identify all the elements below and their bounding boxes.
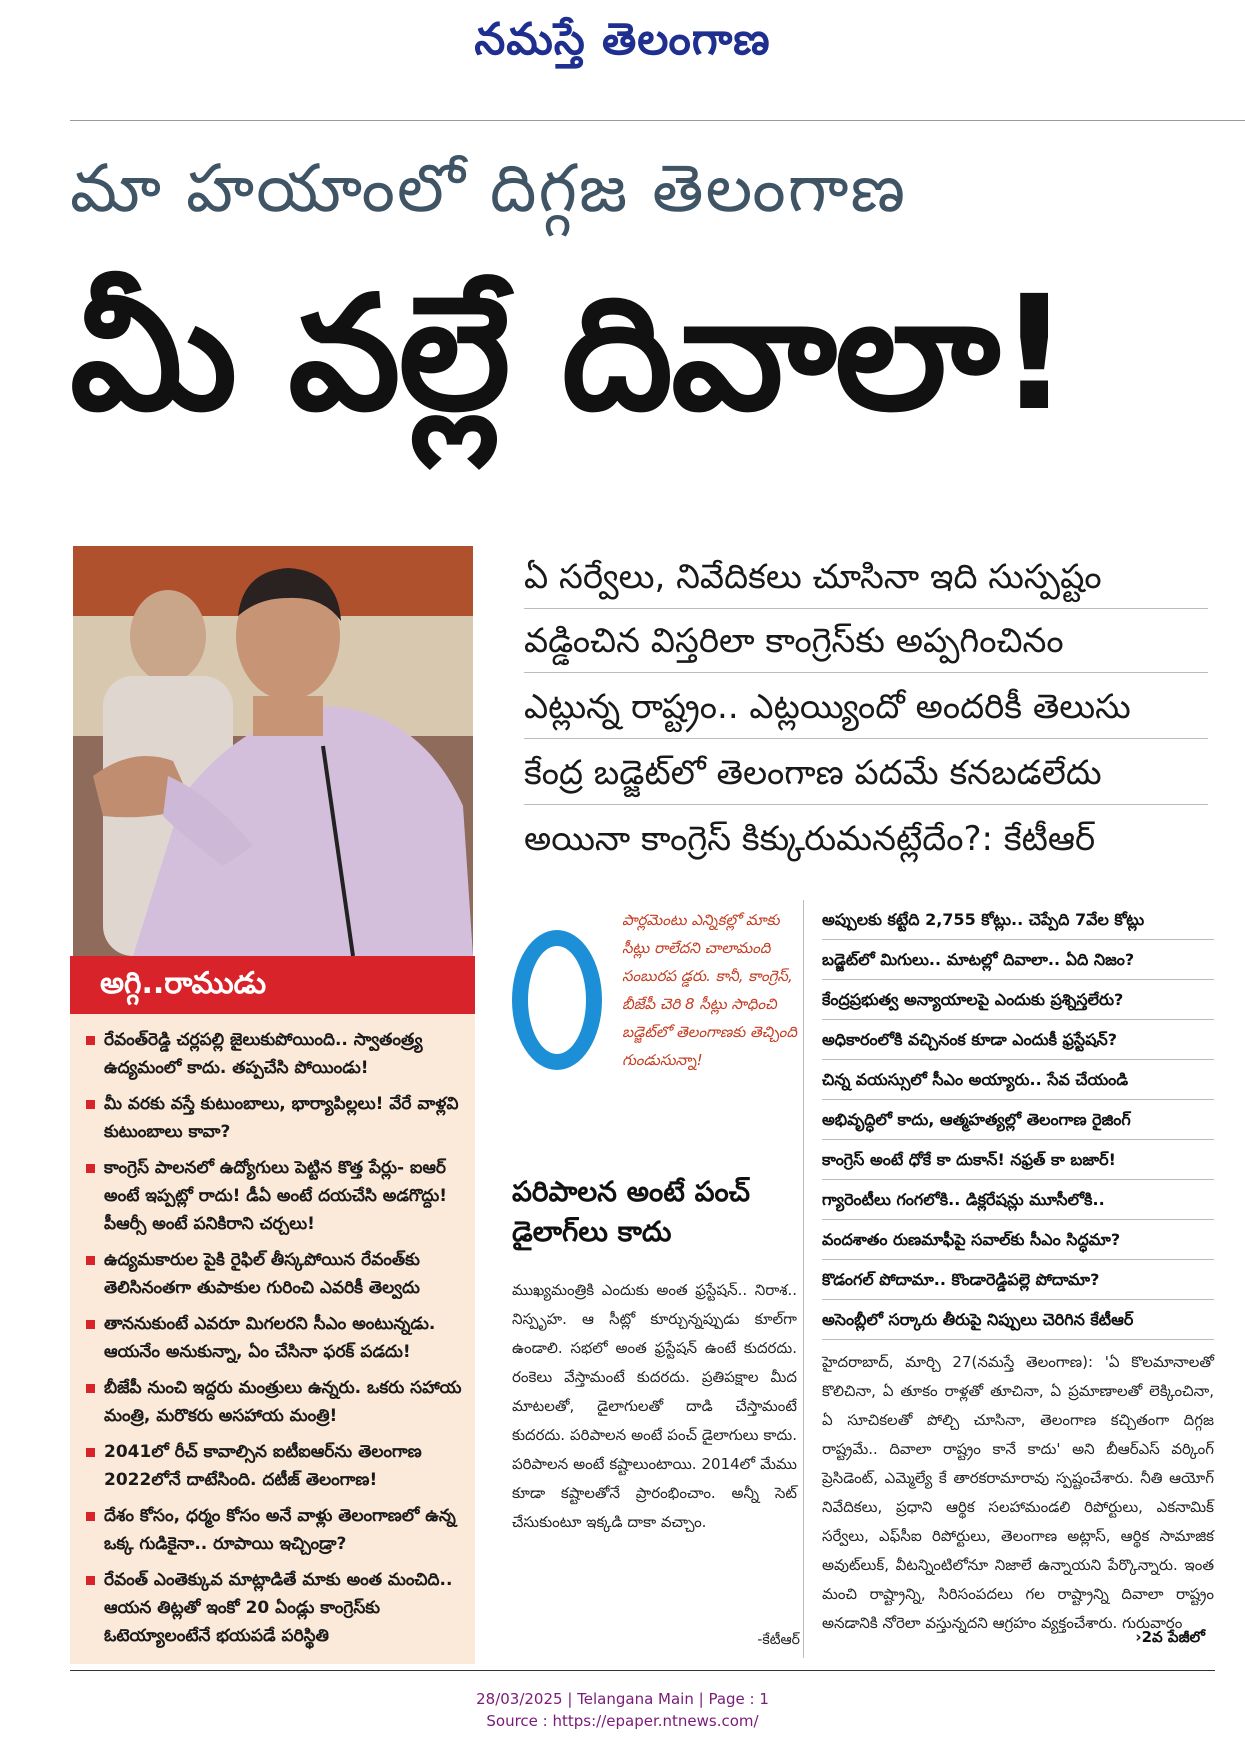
bullet-icon: [86, 1100, 95, 1109]
bullet-icon: [86, 1448, 95, 1457]
quote-dropcap-o: [512, 930, 602, 1070]
masthead-logo: నమస్తే తెలంగాణ: [474, 14, 771, 65]
column-divider: [803, 900, 804, 1658]
question-line: అప్పులకు కట్టేది 2,755 కోట్లు.. చెప్పేది 7వేల కోట్లు: [822, 900, 1214, 940]
bullet-icon: [86, 1256, 95, 1265]
sidebar-item: ఉద్యమకారుల పైకి రైఫిల్ తీస్కపోయిన రేవంత్‌కు తెలిసినంతగా తుపాకుల గురించి ఎవరికీ తెల్వదు: [86, 1246, 465, 1302]
bullet-icon: [86, 1576, 95, 1585]
highlight-line: అయినా కాంగ్రెస్ కిక్కురుమనట్లేదేం?: కేటీఆర్: [524, 819, 1096, 859]
sidebar-item: బీజేపీ నుంచి ఇద్దరు మంత్రులు ఉన్నరు. ఒకరు సహాయ మంత్రి, మరొకరు అసహాయ మంత్రి!: [86, 1374, 465, 1430]
footer-source-link[interactable]: Source : https://epaper.ntnews.com/: [486, 1712, 759, 1730]
bullet-icon: [86, 1320, 95, 1329]
question-line: కొడంగల్ పోదామా.. కొండారెడ్డిపల్లె పోదామా?: [822, 1260, 1214, 1300]
sidebar-item: 2041లో రీచ్ కావాల్సిన ఐటీఐఆర్‌ను తెలంగాణ 2022లోనే దాటేసింది. దటీజ్ తెలంగాణ!: [86, 1438, 465, 1494]
bullet-icon: [86, 1384, 95, 1393]
pull-quote: పార్లమెంటు ఎన్నికల్లో మాకు సీట్లు రాలేదని చాలామంది సంబురప డ్డరు. కానీ, కాంగ్రెస్, బీజేపీ చెరి 8 సీట్లు సాధించి బడ్జెట్‌లో తెలంగాణకు తెచ్చింది గుండుసున్నా!: [622, 911, 798, 1069]
sidebar-item: కాంగ్రెస్ పాలనలో ఉద్యోగులు పెట్టిన కొత్త పేర్లు- ఐఆర్ అంటే ఇప్పట్లో రాదు! డీఏ అంటే దయచేసి అడగొద్దు! పీఆర్సీ అంటే పనికిరాని చర్చలు!: [86, 1154, 465, 1238]
sidebar-item: రేవంత్ ఎంతెక్కువ మాట్లాడితే మాకు అంత మంచిది.. ఆయన తిట్లతో ఇంకో 20 ఏండ్లు కాంగ్రెస్‌కు ఓటెయ్యాలంటేనే భయపడే పరిస్థితి: [86, 1566, 465, 1650]
question-line: అభివృద్ధిలో కాదు, ఆత్మహత్యల్లో తెలంగాణ రైజింగ్: [822, 1100, 1214, 1140]
highlight-line: ఏ సర్వేలు, నివేదికలు చూసినా ఇది సుస్పష్టం: [524, 546, 1208, 609]
speaker-photo-illustration: [73, 546, 473, 956]
question-line: కాంగ్రెస్ అంటే ధోకే కా దుకాన్! నఫ్రత్ కా బజార్!: [822, 1140, 1214, 1180]
subbox-body: ముఖ్యమంత్రికి ఎందుకు అంత ఫ్రస్టేషన్.. నిరాశ.. నిస్పృహ. ఆ సీట్లో కూర్చున్నప్పుడు కూల్‌గా ఉండాలి. సభలో అంత ఫ్రస్టేషన్ ఉంటే కుదరదు. రంకెలు వేస్తామంటే కుదరదు. ప్రతిపక్షాల మీద మాటలతో, డైలాగులతో దాడి చేస్తామంటే కుదరదు. పరిపాలన అంటే పంచ్ డైలాగులు కాదు. పరిపాలన అంటే కష్టాలుంటాయి. 2014లో మేము కూడా కష్టాలతోనే ప్రారంభించాం. అన్నీ సెట్ చేసుకుంటూ ఇక్కడి దాకా వచ్చాం.: [512, 1281, 797, 1531]
bullet-icon: [86, 1164, 95, 1173]
question-line: గ్యారెంటీలు గంగలోకి.. డిక్లరేషన్లు మూసీలోకి..: [822, 1180, 1214, 1220]
bullet-icon: [86, 1512, 95, 1521]
question-line: కేంద్రప్రభుత్వ అన్యాయాలపై ఎందుకు ప్రశ్నిస్తలేరు?: [822, 980, 1214, 1020]
continued-link[interactable]: ›2వ పేజీలో: [1135, 1628, 1205, 1646]
subbox-signature: -కేటీఆర్: [757, 1632, 800, 1648]
highlight-line: వడ్డించిన విస్తరిలా కాంగ్రెస్‌కు అప్పగించినం: [524, 610, 1208, 673]
news-body: హైదరాబాద్, మార్చి 27(నమస్తే తెలంగాణ): 'ఏ కొలమానాలతో కొలిచినా, ఏ తూకం రాళ్లతో తూచినా, ఏ ప్రమాణాలతో లెక్కించినా, ఏ సూచికలతో పోల్చి చూసినా, తెలంగాణ కచ్చితంగా దిగ్గజ రాష్ట్రమే.. దివాలా రాష్ట్రం కానే కాదు' అని బీఆర్‌ఎస్ వర్కింగ్ ప్రెసిడెంట్, ఎమ్మెల్యే కే తారకరామారావు స్పష్టంచేశారు. నీతి ఆయోగ్ నివేదికలు, ప్రధాని ఆర్థిక సలహామండలి రిపోర్టులు, ఎకనామిక్ సర్వేలు, ఎఫ్‌సీఐ రిపోర్టులు, తెలంగాణ అట్లాస్, ఆర్థిక సామాజిక అవుట్‌లుక్, వీటన్నింటిలోనూ నిజాలే ఉన్నాయని పేర్కొన్నారు. ఇంత మంచి రాష్ట్రాన్ని, సిరిసంపదలు గల రాష్ట్రాన్ని దివాలా రాష్ట్రం అనడానికి నోరెలా వస్తున్నదని ఆగ్రహం వ్యక్తంచేశారు. గురువారం: [822, 1353, 1214, 1632]
sidebar-item: దేశం కోసం, ధర్మం కోసం అనే వాళ్లు తెలంగాణలో ఉన్న ఒక్క గుడికైనా.. రూపాయి ఇచ్చిండ్రా?: [86, 1502, 465, 1558]
highlight-line: కేంద్ర బడ్జెట్‌లో తెలంగాణ పదమే కనబడలేదు: [524, 742, 1208, 805]
bottom-divider: [70, 1670, 1215, 1671]
question-line: అధికారంలోకి వచ్చినంక కూడా ఎందుకీ ఫ్రస్టేషన్?: [822, 1020, 1214, 1060]
question-line: అసెంబ్లీలో సర్కారు తీరుపై నిప్పులు చెరిగిన కేటీఆర్: [822, 1300, 1214, 1340]
footer-edition: 28/03/2025 | Telangana Main | Page : 1: [476, 1690, 769, 1708]
main-headline: మీ వల్లే దివాలా!: [70, 262, 1069, 446]
question-line: వందశాతం రుణమాఫీపై సవాల్‌కు సీఎం సిద్ధమా?: [822, 1220, 1214, 1260]
masthead-divider: [70, 120, 1245, 121]
sidebar-item: తాననుకుంటే ఎవరూ మిగలరని సీఎం అంటున్నడు. ఆయనేం అనుకున్నా, ఏం చేసినా ఫరక్ పడదు!: [86, 1310, 465, 1366]
sidebar-item: మీ వరకు వస్తే కుటుంబాలు, భార్యాపిల్లలు! వేరే వాళ్లవి కుటుంబాలు కావా?: [86, 1090, 465, 1146]
sidebar-title: అగ్గి..రాముడు: [70, 956, 475, 1014]
highlight-line: ఎట్లున్న రాష్ట్రం.. ఎట్లయ్యిందో అందరికీ తెలుసు: [524, 676, 1208, 739]
question-line: బడ్జెట్‌లో మిగులు.. మాటల్లో దివాలా.. ఏది నిజం?: [822, 940, 1214, 980]
question-line: చిన్న వయస్సులో సీఎం అయ్యారు.. సేవ చేయండి: [822, 1060, 1214, 1100]
sidebar-quotes: [70, 1014, 475, 1664]
news-photo: [73, 546, 473, 956]
headline-kicker: మా హయాంలో దిగ్గజ తెలంగాణ: [70, 150, 908, 227]
sidebar-item: రేవంత్‌రెడ్డి చర్లపల్లి జైలుకుపోయింది.. స్వాతంత్ర్య ఉద్యమంలో కాదు. తప్పచేసి పోయిండు!: [86, 1026, 465, 1082]
subbox-heading: పరిపాలన అంటే పంచ్ డైలాగ్‌లు కాదు: [512, 1175, 750, 1248]
bullet-icon: [86, 1036, 95, 1045]
